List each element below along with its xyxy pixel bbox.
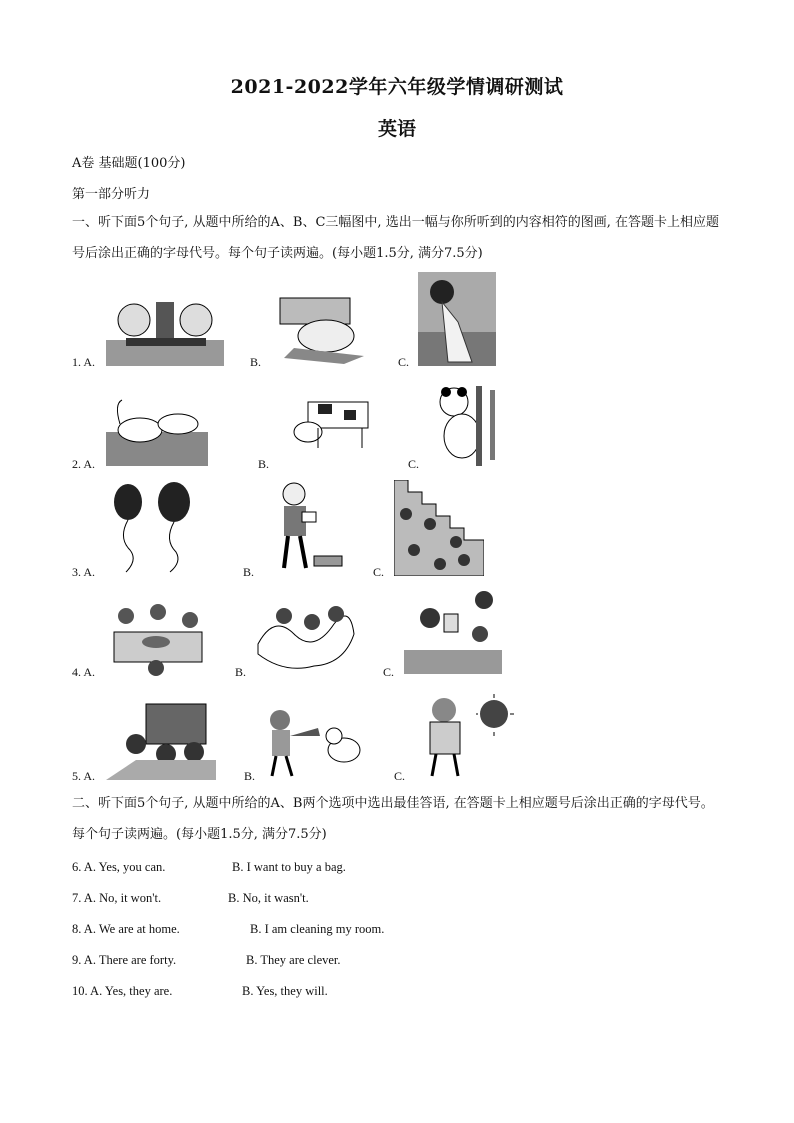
boy-reading-picture [266, 478, 350, 574]
q4-a-label: 4. A. [72, 665, 96, 679]
q7-option-a: 7. A. No, it won't. [72, 891, 162, 905]
instruction-1: 一、听下面5个句子, 从题中所给的A、B、C三幅图中, 选出一幅与你所听到的内容相符的图画, 在答题卡上相应题号后涂出正确的字母代号。每个句子读两遍。(每小题1.5分, 满分7.5分) [72, 215, 719, 261]
panda-picture [432, 382, 510, 466]
subject-title: 英语 [377, 118, 416, 140]
q1-b-label: B. [250, 355, 262, 369]
boys-chess-picture [106, 290, 224, 366]
section-a-label: A卷 基础题(100分) [72, 156, 186, 171]
q1-c-label: C. [398, 355, 410, 369]
q9-option-b: B. They are clever. [246, 953, 341, 967]
geese-picture [106, 394, 208, 466]
q9-option-a: 9. A. There are forty. [72, 953, 177, 967]
q2-b-label: B. [258, 457, 270, 471]
q5-a-label: 5. A. [72, 769, 96, 783]
page-title: 2021-2022学年六年级学情调研测试 [230, 76, 564, 98]
family-tv-picture [106, 700, 216, 780]
q8-option-a: 8. A. We are at home. [72, 922, 180, 936]
q4-c-label: C. [383, 665, 395, 679]
stairs-balls-picture [394, 480, 484, 576]
lantern-family-picture [404, 588, 502, 676]
q2-a-label: 2. A. [72, 457, 96, 471]
part1-label: 第一部分听力 [72, 187, 151, 202]
boy-dog-picture [264, 706, 368, 778]
cows-picture [278, 392, 382, 458]
q3-a-label: 3. A. [72, 565, 96, 579]
q7-option-b: B. No, it wasn't. [228, 891, 309, 905]
q6-option-a: 6. A. Yes, you can. [72, 860, 166, 874]
balloons-picture [102, 478, 200, 574]
q5-b-label: B. [244, 769, 256, 783]
q5-c-label: C. [394, 769, 406, 783]
instruction-2: 二、听下面5个句子, 从题中所给的A、B两个选项中选出最佳答语, 在答题卡上相应题号后涂出正确的字母代号。每个句子读两遍。(每小题1.5分, 满分7.5分) [72, 796, 714, 842]
woman-dancing-picture [418, 272, 496, 366]
q1-a-label: 1. A. [72, 355, 96, 369]
q10-option-a: 10. A. Yes, they are. [72, 984, 173, 998]
q3-c-label: C. [373, 565, 385, 579]
q10-option-b: B. Yes, they will. [242, 984, 328, 998]
dragon-dance-picture [254, 594, 358, 678]
q4-b-label: B. [235, 665, 247, 679]
q6-option-b: B. I want to buy a bag. [232, 860, 346, 874]
q2-c-label: C. [408, 457, 420, 471]
q8-option-b: B. I am cleaning my room. [250, 922, 385, 936]
man-sleeping-picture [274, 292, 378, 366]
girl-sun-picture [420, 692, 516, 778]
family-dinner-picture [106, 598, 210, 676]
q3-b-label: B. [243, 565, 255, 579]
